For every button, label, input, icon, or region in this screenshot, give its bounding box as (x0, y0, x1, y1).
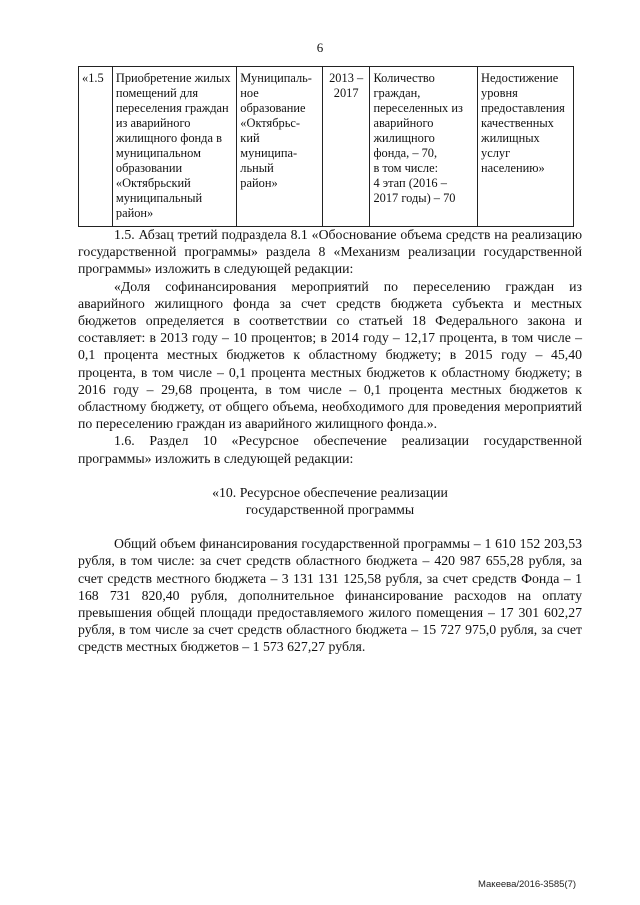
consequence-cell: Недостижение уровня предоставления качественных жилищных услуг населению» (478, 67, 574, 227)
table-row (79, 67, 574, 227)
indicator-cell: Количество граждан, переселенных из аварийного жилищного фонда, – 70, в том числе: 4 этап (2016 – 2017 годы) – 70 (370, 67, 478, 227)
executor-cell: Муниципаль- ное образование «Октябрьс- кий муниципа- льный район» (237, 67, 323, 227)
program-measures-table (78, 66, 574, 227)
section-heading: «10. Ресурсное обеспечение реализации государственной программы (212, 484, 448, 518)
measure-number-cell: «1.5 (79, 67, 113, 227)
paragraph-total-financing: Общий объем финансирования государственной программы – 1 610 152 203,53 рубля, в том числе: за счет средств областного бюджета – 420 987 655,28 рубля, за счет средств местного бюджета – 3 131 131 125,58 рубля, за счет средств Фонда – 1 168 731 820,40 рубля, дополнительное финансирование расходов на оплату превышения общей площади предоставляемого жилого помещения – 17 301 602,27 рубля, в том числе за счет средств областного бюджета – 15 727 975,0 рубля, за счет средств местных бюджетов – 1 573 627,27 рубля. (78, 536, 582, 655)
term-cell: 2013 – 2017 (322, 67, 370, 227)
document-footer-code: Макеева/2016-3585(7) (478, 879, 577, 890)
document-body (78, 226, 582, 656)
paragraph-cofinancing-share: «Доля софинансирования мероприятий по переселению граждан из аварийного жилищного фонда за счет средств бюджета субъекта и местных бюджетов определяется в соответствии со статьей 18 Федерального закона и составляет: в 2013 году – 10 процентов; в 2014 году – 12,17 процента, в том числе – 0,1 процента местных бюджетов к областному бюджету; в 2015 году – 45,40 процента, в том числе – 0,1 процента местных бюджетов к областному бюджету; в 2016 году – 29,68 процента, в том числе – 0,1 процента местных бюджетов к областному бюджету, от общего объема, необходимого для проведения мероприятий по переселению граждан из аварийного жилищного фонда.». (78, 278, 582, 432)
paragraph-amendment-1-6: 1.6. Раздел 10 «Ресурсное обеспечение реализации государственной программы» изложить в следующей редакции: (78, 433, 582, 466)
measure-name-cell: Приобретение жилых помещений для переселения граждан из аварийного жилищного фонда в муниципальном образовании «Октябрьский муниципальный район» (112, 67, 236, 227)
paragraph-amendment-1-5: 1.5. Абзац третий подраздела 8.1 «Обоснование объема средств на реализацию государственной программы» раздела 8 «Механизм реализации государственной программы» изложить в следующей редакции: (78, 227, 582, 277)
page-number: 6 (316, 40, 324, 55)
